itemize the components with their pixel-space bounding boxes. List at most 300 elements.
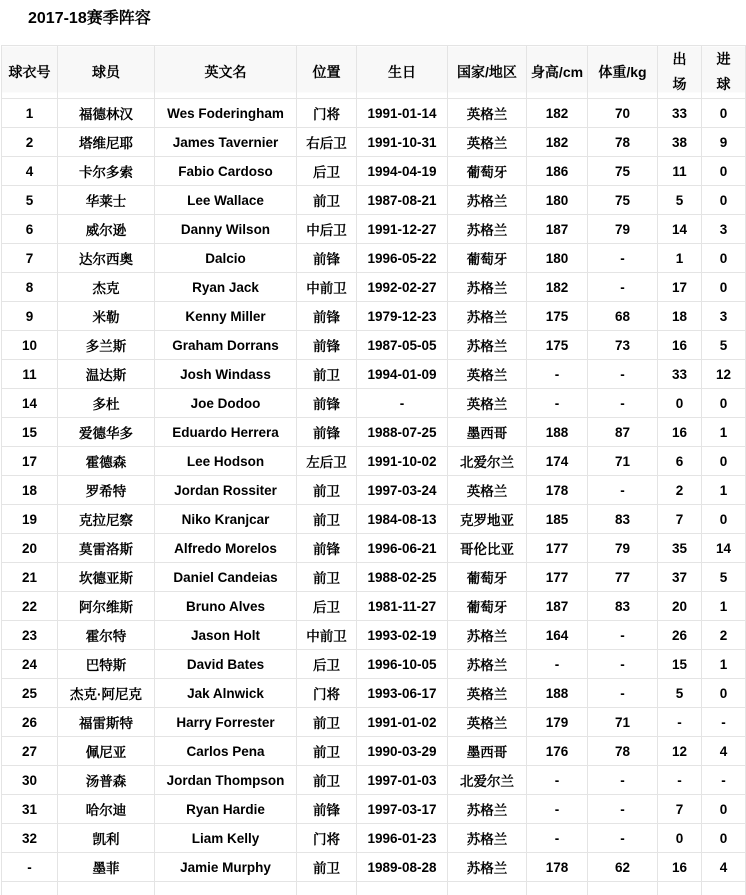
table-cell: 17	[2, 447, 58, 476]
table-cell: 4	[702, 737, 746, 766]
table-cell: -	[588, 389, 658, 418]
table-row	[2, 418, 746, 447]
table-cell: 3	[702, 215, 746, 244]
table-cell: 1996-01-23	[357, 824, 448, 853]
table-header	[2, 46, 746, 99]
table-cell: 1	[702, 476, 746, 505]
table-cell-empty	[58, 882, 155, 895]
table-cell: 7	[2, 244, 58, 273]
table-cell: 7	[658, 795, 702, 824]
table-cell: 前卫	[297, 505, 357, 534]
table-row	[2, 157, 746, 186]
table-cell: 180	[527, 244, 588, 273]
table-cell: 1996-05-22	[357, 244, 448, 273]
table-row	[2, 708, 746, 737]
header-row	[2, 46, 746, 99]
table-cell: Jason Holt	[155, 621, 297, 650]
table-row	[2, 447, 746, 476]
table-cell: 175	[527, 302, 588, 331]
table-cell: 前锋	[297, 244, 357, 273]
table-cell: 77	[588, 563, 658, 592]
table-cell: 1996-06-21	[357, 534, 448, 563]
table-cell: 8	[2, 273, 58, 302]
table-cell: 22	[2, 592, 58, 621]
table-cell: 卡尔多索	[58, 157, 155, 186]
table-cell: Fabio Cardoso	[155, 157, 297, 186]
table-cell: 门将	[297, 824, 357, 853]
table-cell: 1992-02-27	[357, 273, 448, 302]
table-cell: -	[357, 389, 448, 418]
table-row	[2, 563, 746, 592]
table-row	[2, 360, 746, 389]
table-cell: 11	[2, 360, 58, 389]
table-cell: 2	[2, 128, 58, 157]
table-cell: 5	[2, 186, 58, 215]
table-row	[2, 215, 746, 244]
table-cell: 2	[658, 476, 702, 505]
table-cell: 78	[588, 737, 658, 766]
partial-row	[2, 882, 746, 895]
table-cell: -	[527, 795, 588, 824]
table-cell: 中前卫	[297, 621, 357, 650]
table-cell: Danny Wilson	[155, 215, 297, 244]
table-cell: Ryan Hardie	[155, 795, 297, 824]
header-cell: 英文名	[155, 46, 297, 99]
table-cell: 0	[702, 447, 746, 476]
table-cell: 12	[702, 360, 746, 389]
table-cell: 83	[588, 592, 658, 621]
table-cell: 75	[588, 186, 658, 215]
table-cell: -	[527, 650, 588, 679]
table-cell: 霍德森	[58, 447, 155, 476]
table-row	[2, 592, 746, 621]
table-cell: 塔维尼耶	[58, 128, 155, 157]
table-row	[2, 389, 746, 418]
table-cell: 35	[658, 534, 702, 563]
table-cell: 前锋	[297, 795, 357, 824]
header-cell: 体重/kg	[588, 46, 658, 99]
table-cell-empty	[357, 882, 448, 895]
table-cell: 前卫	[297, 737, 357, 766]
table-cell: 1997-03-17	[357, 795, 448, 824]
table-cell: 18	[658, 302, 702, 331]
table-cell: -	[588, 766, 658, 795]
table-cell: 73	[588, 331, 658, 360]
header-cell: 球员	[58, 46, 155, 99]
table-cell: 6	[2, 215, 58, 244]
table-cell: 多杜	[58, 389, 155, 418]
table-cell: 24	[2, 650, 58, 679]
table-cell: 185	[527, 505, 588, 534]
table-cell: 1987-05-05	[357, 331, 448, 360]
table-cell: 前锋	[297, 331, 357, 360]
table-cell-empty	[448, 882, 527, 895]
table-row	[2, 244, 746, 273]
table-cell: 前卫	[297, 360, 357, 389]
table-cell: Lee Wallace	[155, 186, 297, 215]
table-cell: 0	[702, 244, 746, 273]
table-cell: 6	[658, 447, 702, 476]
table-cell: 17	[658, 273, 702, 302]
table-cell: 1991-01-14	[357, 99, 448, 128]
table-cell: 1	[658, 244, 702, 273]
table-cell: 4	[702, 853, 746, 882]
table-cell: -	[588, 244, 658, 273]
table-row	[2, 99, 746, 128]
table-cell: Bruno Alves	[155, 592, 297, 621]
table-row	[2, 650, 746, 679]
table-cell: 12	[658, 737, 702, 766]
table-cell-empty	[2, 882, 58, 895]
table-cell: 0	[658, 389, 702, 418]
table-cell: Ryan Jack	[155, 273, 297, 302]
table-row	[2, 186, 746, 215]
table-cell: 前卫	[297, 476, 357, 505]
table-cell: 门将	[297, 99, 357, 128]
table-cell: -	[702, 766, 746, 795]
table-cell: 16	[658, 418, 702, 447]
table-cell: 182	[527, 128, 588, 157]
table-cell: 176	[527, 737, 588, 766]
table-cell: 79	[588, 215, 658, 244]
table-cell: -	[588, 476, 658, 505]
table-cell: 71	[588, 447, 658, 476]
table-cell: 威尔逊	[58, 215, 155, 244]
table-cell-empty	[155, 882, 297, 895]
table-cell: Alfredo Morelos	[155, 534, 297, 563]
table-cell: 后卫	[297, 592, 357, 621]
table-row	[2, 679, 746, 708]
table-cell: 71	[588, 708, 658, 737]
table-cell: 墨西哥	[448, 418, 527, 447]
table-cell: David Bates	[155, 650, 297, 679]
table-cell: 苏格兰	[448, 302, 527, 331]
table-cell: 11	[658, 157, 702, 186]
table-cell: 1	[702, 650, 746, 679]
table-cell: 杰克	[58, 273, 155, 302]
table-cell: 0	[702, 157, 746, 186]
table-cell: 15	[658, 650, 702, 679]
table-cell: 1993-06-17	[357, 679, 448, 708]
table-cell: 苏格兰	[448, 215, 527, 244]
table-cell: 前锋	[297, 389, 357, 418]
table-cell: 180	[527, 186, 588, 215]
table-cell: 苏格兰	[448, 853, 527, 882]
table-cell: 1981-11-27	[357, 592, 448, 621]
table-cell: 25	[2, 679, 58, 708]
table-cell: 62	[588, 853, 658, 882]
table-cell: 1987-08-21	[357, 186, 448, 215]
table-cell: 10	[2, 331, 58, 360]
header-cell	[702, 46, 746, 99]
header-cell: 生日	[357, 46, 448, 99]
table-cell: 5	[702, 331, 746, 360]
table-cell: -	[658, 708, 702, 737]
table-cell: 中前卫	[297, 273, 357, 302]
table-cell: 186	[527, 157, 588, 186]
table-cell: Josh Windass	[155, 360, 297, 389]
table-cell: -	[2, 853, 58, 882]
table-cell: 华莱士	[58, 186, 155, 215]
table-cell: Eduardo Herrera	[155, 418, 297, 447]
page-title: 2017-18赛季阵容	[28, 10, 151, 27]
table-cell: 苏格兰	[448, 186, 527, 215]
table-cell: -	[588, 273, 658, 302]
table-cell: Carlos Pena	[155, 737, 297, 766]
table-cell: -	[658, 766, 702, 795]
table-cell: 87	[588, 418, 658, 447]
table-cell: -	[588, 360, 658, 389]
table-cell: 7	[658, 505, 702, 534]
table-cell: 37	[658, 563, 702, 592]
table-cell: 27	[2, 737, 58, 766]
header-cell: 位置	[297, 46, 357, 99]
table-cell: 1997-03-24	[357, 476, 448, 505]
table-cell: 2	[702, 621, 746, 650]
table-cell: 187	[527, 592, 588, 621]
table-cell: Dalcio	[155, 244, 297, 273]
table-cell: Harry Forrester	[155, 708, 297, 737]
table-cell: -	[527, 824, 588, 853]
header-cell: 身高/cm	[527, 46, 588, 99]
table-row	[2, 824, 746, 853]
table-cell: 巴特斯	[58, 650, 155, 679]
table-cell: 福德林汉	[58, 99, 155, 128]
header-cell-label: 出场	[672, 51, 687, 92]
table-body	[2, 99, 746, 895]
table-cell: 0	[702, 824, 746, 853]
table-cell: 后卫	[297, 157, 357, 186]
table-row	[2, 505, 746, 534]
table-cell-empty	[588, 882, 658, 895]
table-cell: Jak Alnwick	[155, 679, 297, 708]
header-cell	[658, 46, 702, 99]
table-cell: 1988-02-25	[357, 563, 448, 592]
table-cell: 温达斯	[58, 360, 155, 389]
table-cell: 阿尔维斯	[58, 592, 155, 621]
table-cell: 187	[527, 215, 588, 244]
table-row	[2, 737, 746, 766]
table-cell: 5	[702, 563, 746, 592]
table-cell: 英格兰	[448, 389, 527, 418]
table-cell: 苏格兰	[448, 273, 527, 302]
table-row	[2, 302, 746, 331]
table-cell-empty	[297, 882, 357, 895]
table-cell: Wes Foderingham	[155, 99, 297, 128]
table-cell: 莫雷洛斯	[58, 534, 155, 563]
table-cell: 1984-08-13	[357, 505, 448, 534]
table-cell: 米勒	[58, 302, 155, 331]
table-cell: 1994-01-09	[357, 360, 448, 389]
table-cell: 4	[2, 157, 58, 186]
table-cell: 178	[527, 476, 588, 505]
table-cell: 前锋	[297, 302, 357, 331]
table-cell: 0	[702, 389, 746, 418]
table-cell: 苏格兰	[448, 331, 527, 360]
table-cell: 右后卫	[297, 128, 357, 157]
table-cell: 英格兰	[448, 128, 527, 157]
table-cell: 182	[527, 99, 588, 128]
table-cell: 霍尔特	[58, 621, 155, 650]
table-cell: 1991-01-02	[357, 708, 448, 737]
table-cell: 14	[702, 534, 746, 563]
table-cell: 178	[527, 853, 588, 882]
table-cell: 19	[2, 505, 58, 534]
table-cell: 182	[527, 273, 588, 302]
table-cell: 33	[658, 99, 702, 128]
table-cell: 左后卫	[297, 447, 357, 476]
table-row	[2, 766, 746, 795]
table-cell: 前卫	[297, 563, 357, 592]
table-cell: 14	[658, 215, 702, 244]
table-cell: 31	[2, 795, 58, 824]
table-cell: 前卫	[297, 766, 357, 795]
table-cell: 23	[2, 621, 58, 650]
table-cell: 前锋	[297, 418, 357, 447]
table-cell: 188	[527, 418, 588, 447]
table-cell: 78	[588, 128, 658, 157]
table-cell-empty	[527, 882, 588, 895]
table-cell: 墨菲	[58, 853, 155, 882]
table-cell: 20	[2, 534, 58, 563]
table-cell: -	[588, 824, 658, 853]
table-cell: 1991-12-27	[357, 215, 448, 244]
table-cell: 中后卫	[297, 215, 357, 244]
table-cell: -	[588, 650, 658, 679]
table-cell: 1993-02-19	[357, 621, 448, 650]
table-cell: 英格兰	[448, 708, 527, 737]
table-cell: 苏格兰	[448, 795, 527, 824]
table-cell: 哥伦比亚	[448, 534, 527, 563]
table-cell-empty	[658, 882, 702, 895]
table-cell: 爱德华多	[58, 418, 155, 447]
table-cell: 16	[658, 853, 702, 882]
table-cell: 1997-01-03	[357, 766, 448, 795]
table-cell: -	[588, 795, 658, 824]
table-cell: 杰克·阿尼克	[58, 679, 155, 708]
table-cell: 70	[588, 99, 658, 128]
table-row	[2, 621, 746, 650]
table-cell: 26	[2, 708, 58, 737]
table-cell: Graham Dorrans	[155, 331, 297, 360]
table-cell: 葡萄牙	[448, 157, 527, 186]
table-cell: 前卫	[297, 853, 357, 882]
table-row	[2, 273, 746, 302]
table-cell: -	[527, 766, 588, 795]
table-cell: 75	[588, 157, 658, 186]
table-cell: -	[588, 679, 658, 708]
header-cell-label: 进球	[716, 51, 731, 92]
table-cell: 1996-10-05	[357, 650, 448, 679]
table-cell: 葡萄牙	[448, 563, 527, 592]
table-cell: 9	[702, 128, 746, 157]
table-cell: 克罗地亚	[448, 505, 527, 534]
table-cell: 1991-10-02	[357, 447, 448, 476]
table-row	[2, 853, 746, 882]
table-cell: 福雷斯特	[58, 708, 155, 737]
table-cell: 83	[588, 505, 658, 534]
table-cell: 5	[658, 679, 702, 708]
table-cell: 英格兰	[448, 360, 527, 389]
table-row	[2, 128, 746, 157]
table-cell: 葡萄牙	[448, 592, 527, 621]
table-cell: James Tavernier	[155, 128, 297, 157]
table-cell: Kenny Miller	[155, 302, 297, 331]
table-cell: Liam Kelly	[155, 824, 297, 853]
header-cell: 国家/地区	[448, 46, 527, 99]
table-cell: 前卫	[297, 186, 357, 215]
table-cell: 1979-12-23	[357, 302, 448, 331]
table-cell: 188	[527, 679, 588, 708]
table-cell: 21	[2, 563, 58, 592]
table-cell: Jordan Rossiter	[155, 476, 297, 505]
table-cell: Jamie Murphy	[155, 853, 297, 882]
table-cell: 汤普森	[58, 766, 155, 795]
table-cell: 英格兰	[448, 476, 527, 505]
table-cell: 0	[658, 824, 702, 853]
table-cell: -	[702, 708, 746, 737]
table-cell: 0	[702, 795, 746, 824]
table-cell: 5	[658, 186, 702, 215]
table-cell: 0	[702, 273, 746, 302]
table-cell: 1990-03-29	[357, 737, 448, 766]
table-cell: 0	[702, 505, 746, 534]
table-cell: Joe Dodoo	[155, 389, 297, 418]
table-cell: 克拉尼察	[58, 505, 155, 534]
table-row	[2, 534, 746, 563]
table-cell: Niko Kranjcar	[155, 505, 297, 534]
table-cell: 179	[527, 708, 588, 737]
table-cell: 英格兰	[448, 99, 527, 128]
table-cell: 墨西哥	[448, 737, 527, 766]
table-cell: 苏格兰	[448, 824, 527, 853]
table-cell: 佩尼亚	[58, 737, 155, 766]
table-cell: -	[527, 389, 588, 418]
table-cell: 177	[527, 534, 588, 563]
table-cell-empty	[702, 882, 746, 895]
table-cell: 32	[2, 824, 58, 853]
table-cell: 0	[702, 99, 746, 128]
table-cell: 68	[588, 302, 658, 331]
table-cell: 1	[702, 592, 746, 621]
header-cell: 球衣号	[2, 46, 58, 99]
table-cell: 30	[2, 766, 58, 795]
table-cell: 3	[702, 302, 746, 331]
table-cell: 174	[527, 447, 588, 476]
table-cell: 前卫	[297, 708, 357, 737]
table-cell: 葡萄牙	[448, 244, 527, 273]
table-cell: 坎德亚斯	[58, 563, 155, 592]
table-row	[2, 795, 746, 824]
roster-table	[1, 45, 746, 895]
table-cell: 1989-08-28	[357, 853, 448, 882]
table-cell: 哈尔迪	[58, 795, 155, 824]
table-cell: 79	[588, 534, 658, 563]
table-cell: 苏格兰	[448, 650, 527, 679]
table-cell: 14	[2, 389, 58, 418]
table-cell: 北爱尔兰	[448, 447, 527, 476]
table-cell: 1991-10-31	[357, 128, 448, 157]
table-cell: 16	[658, 331, 702, 360]
table-cell: 达尔西奥	[58, 244, 155, 273]
table-cell: 38	[658, 128, 702, 157]
table-cell: 英格兰	[448, 679, 527, 708]
table-cell: 15	[2, 418, 58, 447]
table-cell: -	[588, 621, 658, 650]
table-cell: 175	[527, 331, 588, 360]
table-cell: Jordan Thompson	[155, 766, 297, 795]
table-cell: 后卫	[297, 650, 357, 679]
